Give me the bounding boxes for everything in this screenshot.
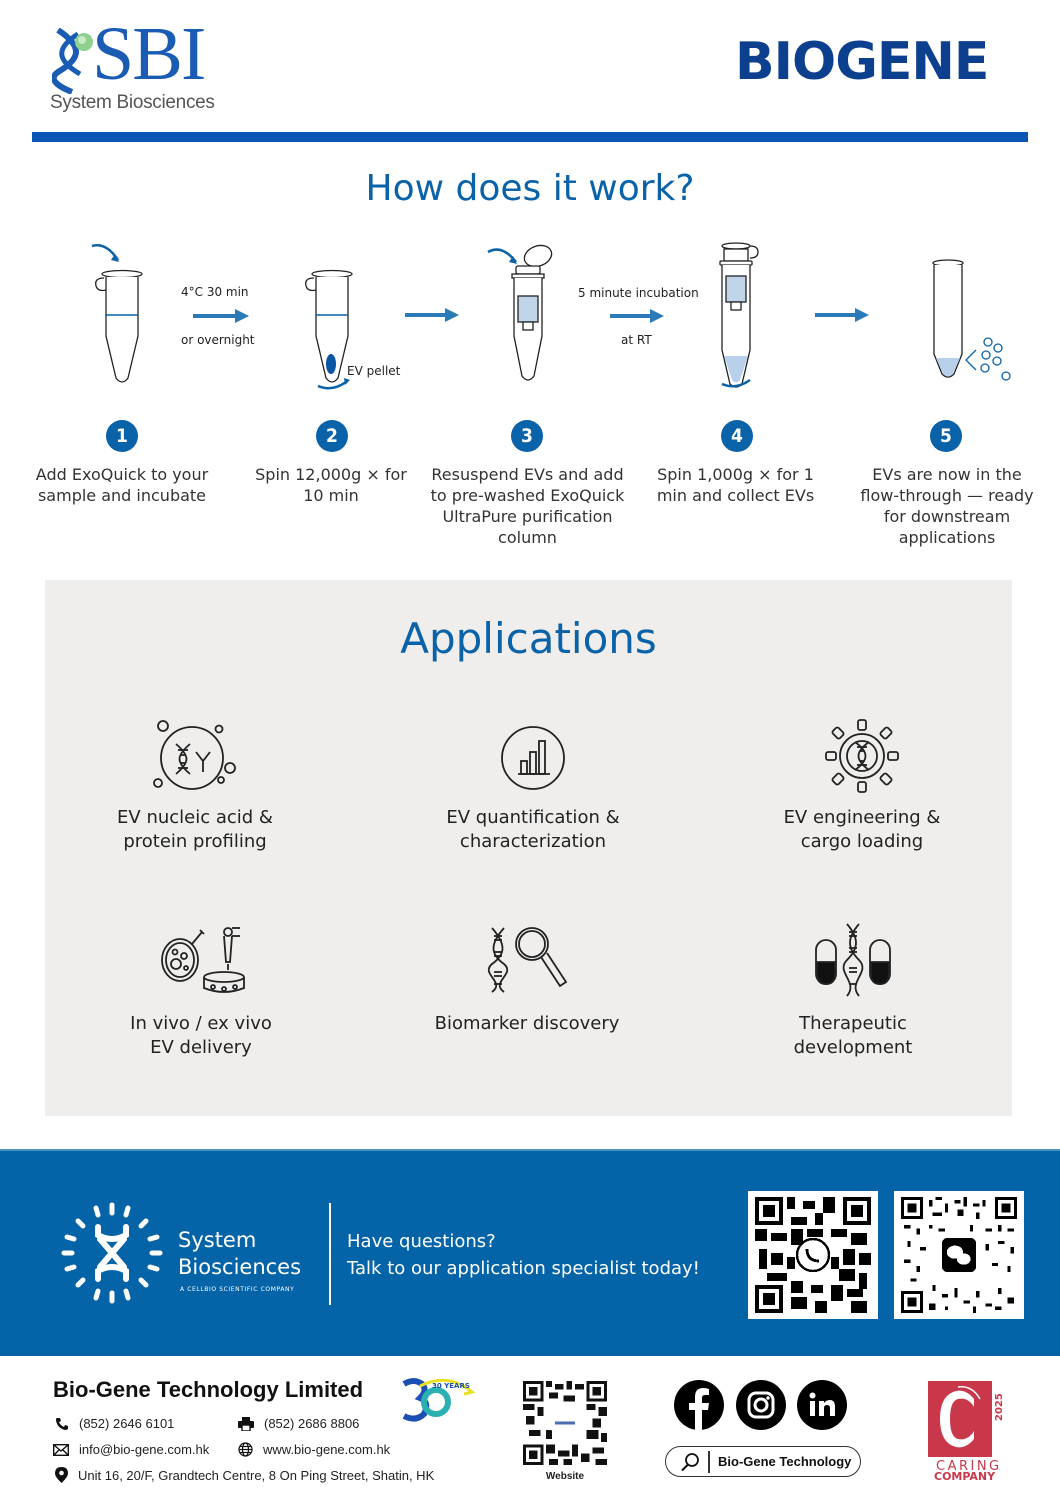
label-line: EV nucleic acid & [117,807,273,828]
search-icon [680,1452,700,1472]
email-address: info@bio-gene.com.hk [79,1442,210,1457]
sbi-logo-subtitle: System Biosciences [50,92,215,113]
arrow-label-top: 4°C 30 min [181,285,249,299]
applications-panel [45,580,1012,1116]
caring-line2: COMPANY [934,1470,996,1481]
application-label [723,1012,983,1060]
caring-line1: CARING [936,1459,1002,1474]
caring-year: 2025 [994,1393,1005,1421]
label-line: Biomarker discovery [434,1013,620,1034]
arrow-right-icon [610,309,664,323]
petri-dish-pipette-icon [156,920,246,1000]
header-divider [32,132,1028,142]
fax-contact [238,1416,359,1431]
message-line: Have questions? [347,1231,496,1252]
label-line: EV engineering & [783,807,941,828]
application-item [71,920,331,1060]
instagram-icon [736,1380,786,1430]
wechat-qr-code[interactable] [894,1191,1024,1319]
linkedin-link[interactable] [797,1380,847,1430]
website-url: www.bio-gene.com.hk [263,1442,391,1457]
system-biosciences-logo-icon [60,1201,164,1305]
applications-title: Applications [400,614,657,663]
step-number-2: 2 [316,420,348,452]
step-description-4: Spin 1,000g × for 1 min and collect EVs [656,465,815,505]
company-name: Bio-Gene Technology Limited [53,1377,364,1402]
dna-magnifier-icon [482,920,572,1000]
application-label [65,806,325,854]
phone-icon [55,1417,69,1431]
label-line: Therapeutic [799,1013,907,1034]
30-years-badge-icon [400,1376,476,1424]
step-number-4: 4 [721,420,753,452]
dna-capsules-icon [808,920,898,1000]
banner-message [347,1228,700,1282]
label-line: In vivo / ex vivo [130,1013,272,1034]
step-description-1: Add ExoQuick to your sample and incubate [35,465,209,505]
arrow-label-bottom: at RT [621,333,652,347]
phone-number: (852) 2646 6101 [79,1416,175,1431]
sbi-logo-letters: SBI [92,12,205,96]
phone-contact[interactable] [55,1416,174,1431]
step-number-1: 1 [106,420,138,452]
search-divider [708,1451,710,1473]
address-text: Unit 16, 20/F, Grandtech Centre, 8 On Ping Street, Shatin, HK [78,1467,435,1483]
website-qr-label: Website [545,1471,585,1482]
arrow-right-icon [193,309,249,323]
arrow-right-icon [405,308,459,322]
step-description-5: EVs are now in the flow-through — ready for downstream applications [860,465,1034,547]
step-number-5: 5 [930,420,962,452]
email-contact[interactable] [53,1442,209,1457]
website-contact[interactable] [238,1442,390,1457]
dna-helix-logo-icon [52,28,96,94]
application-item [65,714,325,854]
label-line: protein profiling [123,831,267,852]
website-qr-code[interactable] [522,1381,608,1465]
tube-evs-icon [928,258,1018,388]
banner-divider [329,1203,331,1305]
step-number-3: 3 [511,420,543,452]
application-item [403,714,663,854]
dna-gear-icon [817,714,907,794]
qr-code-icon [754,1197,872,1313]
printer-icon [238,1417,254,1431]
arrow-label-bottom: or overnight [181,333,255,347]
address-contact [55,1467,434,1483]
facebook-link[interactable] [674,1380,724,1430]
facebook-icon [674,1380,724,1430]
wordmark-line: Biosciences [178,1255,302,1279]
how-it-works-title: How does it work? [365,168,695,209]
application-label [403,806,663,854]
arrow-label-top: 5 minute incubation [578,286,699,300]
application-item [723,920,983,1060]
qr-code-icon [900,1197,1018,1313]
application-item [397,920,657,1036]
dna-antibody-icon [150,714,240,794]
envelope-icon [53,1444,69,1456]
step-description-2: Spin 12,000g × for 10 min [255,465,407,505]
label-line: characterization [459,831,607,852]
application-label [732,806,992,854]
30-years-text: 30 YEARS [432,1382,470,1390]
globe-icon [238,1442,253,1457]
social-search-box[interactable] [665,1446,861,1477]
contact-banner [0,1149,1060,1356]
sbi-logo [50,12,230,116]
bar-chart-icon [488,714,578,794]
location-pin-icon [55,1467,68,1483]
label-line: development [793,1037,913,1058]
tube-collect-icon [716,240,766,392]
tube-step1-icon [88,240,148,385]
fax-number: (852) 2686 8806 [264,1416,360,1431]
whatsapp-qr-code[interactable] [748,1191,878,1319]
message-line: Talk to our application specialist today! [347,1258,700,1279]
application-label [397,1012,657,1036]
ev-pellet-label: EV pellet [347,364,401,378]
linkedin-icon [797,1380,847,1430]
label-line: cargo loading [800,831,924,852]
search-text: Bio-Gene Technology [718,1454,852,1469]
label-line: EV delivery [150,1037,252,1058]
application-label [71,1012,331,1060]
biogene-logo: BIOGENE [735,32,989,92]
caring-company-badge [928,1381,1006,1481]
system-biosciences-wordmark [178,1227,301,1281]
wordmark-line: System [178,1228,257,1252]
instagram-link[interactable] [736,1380,786,1430]
label-line: EV quantification & [446,807,620,828]
step-description-3: Resuspend EVs and add to pre-washed ExoQuick UltraPure purification column [430,465,625,547]
logo-tagline: A CELLBIO SCIENTIFIC COMPANY [180,1286,295,1293]
application-item [732,714,992,854]
tube-column-icon [484,240,564,385]
arrow-right-icon [815,308,869,322]
